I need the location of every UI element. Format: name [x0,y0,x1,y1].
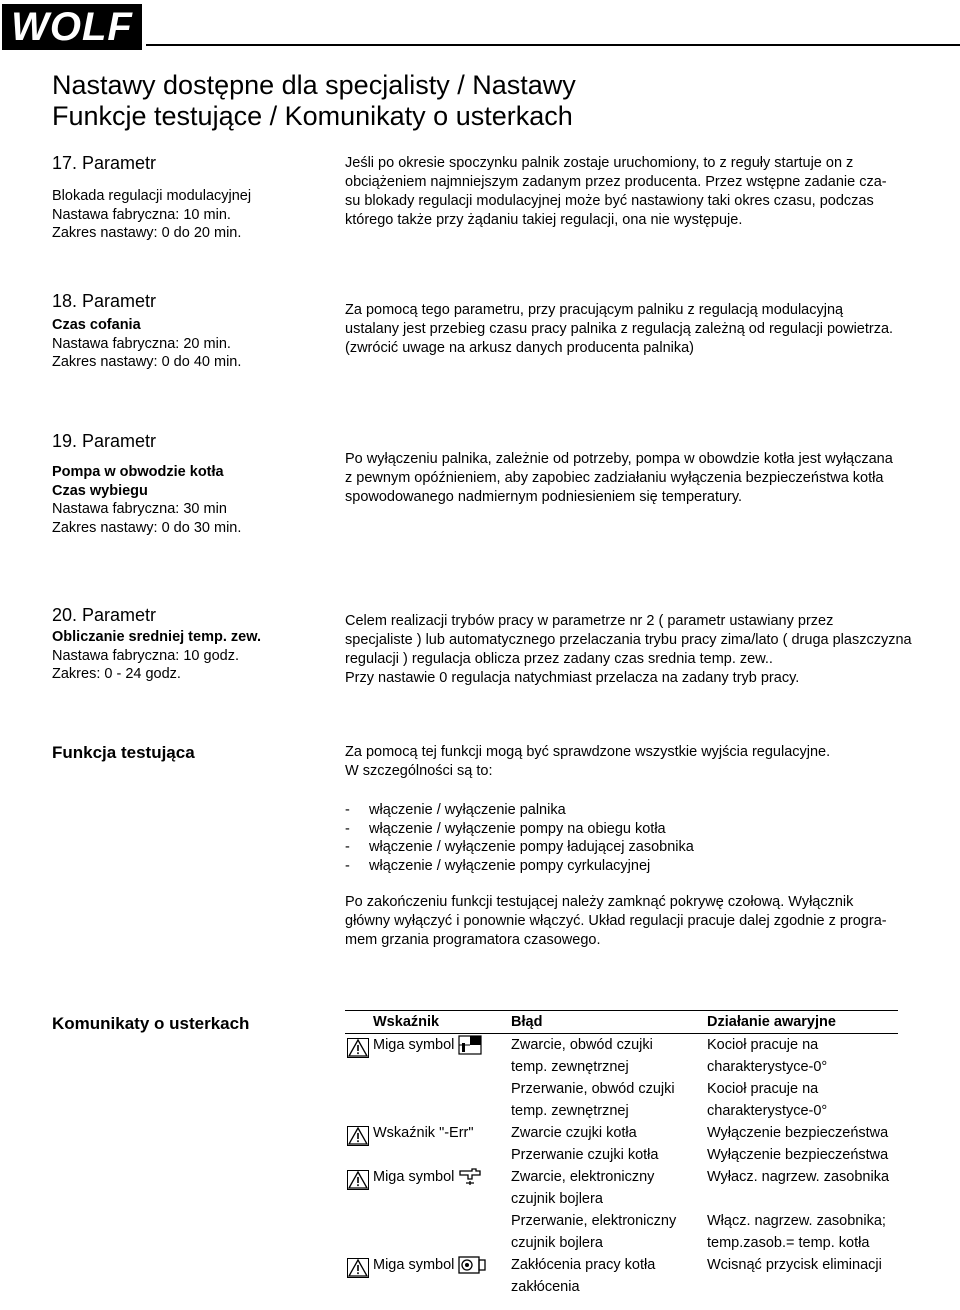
param-19-settings [52,463,241,537]
text-line: główny wyłączyć i ponownie włączyć. Układ regulacji pracuje dalej zgodnie z progra- [345,913,887,929]
text-line: ustalany jest przebieg czasu pracy palnika z regulacją zależną od regulacji powietrza. [345,321,894,337]
outdoor-sensor-symbol-icon [458,1035,482,1055]
table-row [345,1122,898,1144]
param-20-factory: Nastawa fabryczna: 10 godz. [52,647,239,664]
param-17-number: 17. Parametr [52,153,157,173]
warning-icon [347,1258,369,1278]
text-line: Jeśli po okresie spoczynku palnik zostaje uruchomiony, to z reguły startuje on z [345,155,854,171]
param-18-number: 18. Parametr [52,291,157,311]
test-items-list [345,801,935,875]
text-line: specjaliste ) lub automatycznego przelaczania trybu pracy zima/lato ( druga plaszczyzna [345,632,912,648]
param-18-factory: Nastawa fabryczna: 20 min. [52,335,231,352]
text-line: Po zakończeniu funkcji testującej należy zamknąć pokrywę czołową. Wyłącznik [345,894,854,910]
text-line: (zwrócić uwage na arkusz danych producenta palnika) [345,340,694,356]
action-text: Wyłączenie bezpieczeństwa [707,1147,889,1163]
error-text: temp. zewnętrznej [511,1059,629,1075]
action-text: charakterystyce-0° [707,1059,828,1075]
param-17-factory: Nastawa fabryczna: 10 min. [52,206,231,223]
page-title [52,70,576,132]
test-intro-2: W szczególności są to: [345,763,493,779]
action-cell [703,1122,898,1144]
error-text: czujnik bojlera [511,1235,603,1251]
wolf-logo [2,4,142,50]
action-text: temp.zasob.= temp. kotła [707,1235,870,1251]
list-item: - włączenie / wyłączenie pompy ładującej zasobnika [345,838,935,857]
indicator-cell [345,1034,507,1123]
action-text: Wyłączenie bezpieczeństwa [707,1125,889,1141]
error-cell [507,1144,703,1166]
action-cell [703,1166,898,1210]
col-indicator-header: Wskaźnik [345,1011,507,1034]
error-cell [507,1122,703,1144]
header-rule [146,44,960,46]
param-20-description [345,612,935,688]
param-19-factory: Nastawa fabryczna: 30 min [52,501,227,517]
action-text: Wcisnąć przycisk eliminacji [707,1257,882,1273]
text-line: mem grzania programatora czasowego. [345,932,601,948]
list-item: - włączenie / wyłączenie pompy cyrkulacyjnej [345,857,935,876]
text-line: z pewnym opóźnieniem, aby zapobiec zadziałaniu wyłączenia bezpieczeństwa kotła [345,470,884,486]
hot-water-tap-icon [458,1167,482,1187]
title-line-2: Funkcje testujące / Komunikaty o usterkach [52,101,573,131]
text-line: którego także przy żądaniu takiej regulacji, ona nie występuje. [345,212,743,228]
text-line: Za pomocą tego parametru, przy pracującym palniku z regulacją modulacyjną [345,302,844,318]
param-20-number: 20. Parametr [52,605,157,625]
param-19-description [345,450,935,507]
table-row [345,1166,898,1210]
action-cell [703,1144,898,1166]
error-table [345,1010,898,1298]
table-row [345,1254,898,1298]
error-text: Zwarcie czujki kotła [511,1125,637,1141]
error-text: Przerwanie, obwód czujki [511,1081,675,1097]
action-cell [703,1078,898,1122]
indicator-text: Miga symbol [373,1037,455,1053]
warning-icon [347,1038,369,1058]
param-18-range: Zakres nastawy: 0 do 40 min. [52,354,242,370]
text-line: regulacji ) regulacja oblicza przez zadany czas srednia temp. zew.. [345,651,773,667]
param-17-description [345,154,935,230]
test-outro [345,893,935,950]
param-19-number: 19. Parametr [52,431,157,451]
error-text: temp. zewnętrznej [511,1103,629,1119]
param-18-label: Czas cofania [52,317,141,333]
error-cell [507,1210,703,1254]
table-row [345,1034,898,1079]
param-18-description [345,301,935,358]
errors-heading: Komunikaty o usterkach [52,1014,250,1033]
test-function-heading: Funkcja testująca [52,743,195,762]
param-17-label: Blokada regulacji modulacyjnej [52,188,252,204]
error-text: Zakłócenia pracy kotła [511,1257,656,1273]
error-text: Zwarcie, elektroniczny [511,1169,655,1185]
text-line: obciążeniem najmniejszym zadanym przez producenta. Przez wstępne zadanie cza- [345,174,887,190]
indicator-text: Miga symbol [373,1169,455,1185]
action-text: Włącz. nagrzew. zasobnika; [707,1213,886,1229]
error-text: Przerwanie czujki kotła [511,1147,659,1163]
param-20-label: Obliczanie sredniej temp. zew. [52,629,261,645]
indicator-text: Wskaźnik "-Err" [373,1125,474,1141]
action-text: Wyłacz. nagrzew. zasobnika [707,1169,890,1185]
action-text: Kocioł pracuje na [707,1037,819,1053]
param-19-label: Pompa w obwodzie kotła [52,464,224,480]
error-cell [507,1254,703,1298]
param-18-settings [52,316,241,372]
error-cell [507,1078,703,1122]
col-action-header: Działanie awaryjne [703,1011,898,1034]
text-line: Przy nastawie 0 regulacja natychmiast przelacza na zadany tryb pracy. [345,670,800,686]
error-text: czujnik bojlera [511,1191,603,1207]
param-20-settings [52,628,261,684]
list-item: - włączenie / wyłączenie pompy na obiegu kotła [345,820,935,839]
indicator-text: Miga symbol [373,1257,455,1273]
param-19-range: Zakres nastawy: 0 do 30 min. [52,519,242,536]
table-header-row [345,1011,898,1034]
action-cell [703,1254,898,1298]
text-line: Po wyłączeniu palnika, zależnie od potrzeby, pompa w obowdzie kotła jest wyłączana [345,451,893,467]
title-line-1: Nastawy dostępne dla specjalisty / Nastawy [52,70,576,100]
indicator-cell [345,1166,507,1254]
text-line: Celem realizacji trybów pracy w parametrze nr 2 ( parametr ustawiany przez [345,613,834,629]
warning-icon [347,1170,369,1190]
error-text: Przerwanie, elektroniczny [511,1213,677,1229]
action-cell [703,1034,898,1079]
action-text: Kocioł pracuje na [707,1081,819,1097]
test-function-body [345,743,935,950]
indicator-cell [345,1122,507,1166]
error-cell [507,1034,703,1079]
error-text: Zwarcie, obwód czujki [511,1037,653,1053]
error-text: zakłócenia [511,1279,580,1295]
logo-text: WOLF [11,5,133,49]
param-19-sublabel: Czas wybiegu [52,482,148,499]
indicator-cell [345,1254,507,1298]
burner-symbol-icon [458,1255,486,1275]
text-line: su blokady regulacji modulacyjnej może być nastawiony taki okres czasu, podczas [345,193,874,209]
col-error-header: Błąd [507,1011,703,1034]
param-17-range: Zakres nastawy: 0 do 20 min. [52,225,242,241]
action-cell [703,1210,898,1254]
error-cell [507,1166,703,1210]
text-line: spowodowanego nadmiernym podniesieniem się temperatury. [345,489,743,505]
test-intro: Za pomocą tej funkcji mogą być sprawdzone wszystkie wyjścia regulacyjne. [345,744,831,760]
list-item: - włączenie / wyłączenie palnika [345,801,935,820]
action-text: charakterystyce-0° [707,1103,828,1119]
param-17-settings [52,187,251,243]
param-20-range: Zakres: 0 - 24 godz. [52,666,181,682]
warning-icon [347,1126,369,1146]
